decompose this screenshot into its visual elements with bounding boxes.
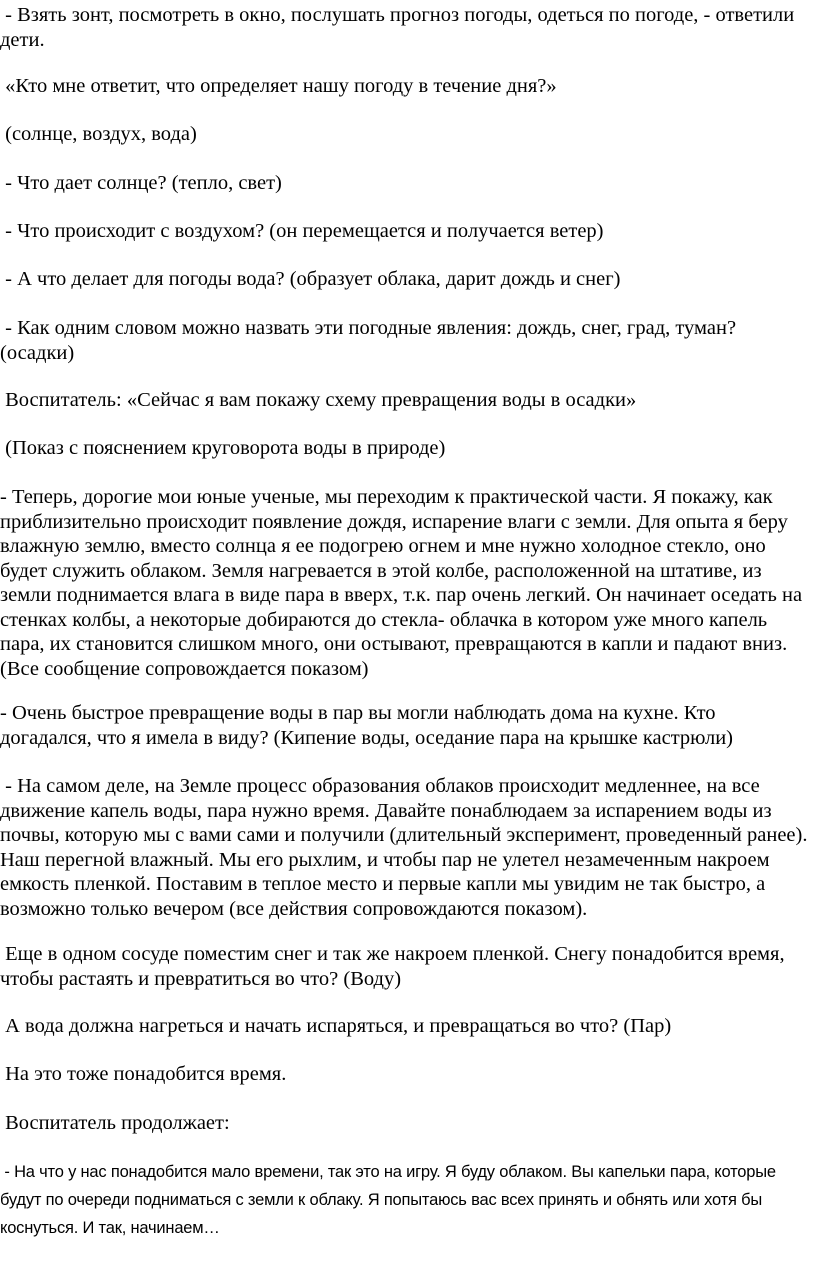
paragraph-water: - А что делает для погоды вода? (образует облака, дарит дождь и снег) (0, 268, 621, 290)
paragraph-teacher-scheme: Воспитатель: «Сейчас я вам покажу схему превращения воды в осадки» (0, 389, 637, 411)
paragraph-sun-gives: - Что дает солнце? (тепло, свет) (0, 172, 282, 194)
paragraph-answer-children: - Взять зонт, посмотреть в окно, послушать прогноз погоды, одеться по погоде, - ответили дети. (0, 4, 800, 51)
paragraph-practical-part: - Теперь, дорогие мои юные ученые, мы переходим к практической части. Я покажу, как приблизительно происходит появление дождя, испарение влаги с земли. Для опыта я беру влажную землю, вместо солнца я ее подогрею огнем и мне нужно холодное стекло, оно будет служить облаком. Земля нагревается в этой колбе, расположенной на штативе, из земли поднимается влага в виде пара в вверх, т.к. пар очень легкий. Он начинает оседать на стенках колбы, а некоторые добираются до стекла- облачка в котором уже много капель пара, их становится слишком много, они остывают, превращаются в капли и падают вниз. (Все сообщение сопровождается показом) (0, 486, 808, 680)
paragraph-game: - На что у нас понадобится мало времени, так это на игру. Я буду облаком. Вы капельки пара, которые будут по очереди подниматься с земли к облаку. Я попытаюсь вас всех принять и обнять или хотя бы коснуться. И так, начинаем… (0, 1163, 781, 1237)
paragraph-water-cycle-show: (Показ с пояснением круговорота воды в природе) (0, 437, 446, 459)
paragraph-teacher-continues: Воспитатель продолжает: (0, 1112, 230, 1134)
paragraph-evaporation: А вода должна нагреться и начать испаряться, и превращаться во что? (Пар) (0, 1015, 672, 1037)
paragraph-question-weather: «Кто мне ответит, что определяет нашу погоду в течение дня?» (0, 75, 557, 97)
paragraph-precipitation: - Как одним словом можно назвать эти погодные явления: дождь, снег, град, туман? (осадки) (0, 317, 742, 364)
paragraph-earth-clouds: - На самом деле, на Земле процесс образования облаков происходит медленнее, на все движение капель воды, пара нужно время. Давайте понаблюдаем за испарением воды из почвы, которую мы с вами сами и получили (длительный эксперимент, проведенный ранее). Наш перегной влажный. Мы его рыхлим, и чтобы пар не улетел незамеченным накроем емкость пленкой. Поставим в теплое место и первые капли мы увидим не так быстро, а возможно только вечером (все действия сопровождаются показом). (0, 775, 813, 920)
paragraph-air: - Что происходит с воздухом? (он перемещается и получается ветер) (0, 220, 604, 242)
paragraph-sun-air-water: (солнце, воздух, вода) (0, 123, 197, 145)
paragraph-time-needed: На это тоже понадобится время. (0, 1063, 287, 1085)
paragraph-kitchen: - Очень быстрое превращение воды в пар вы могли наблюдать дома на кухне. Кто догадался, что я имела в виду? (Кипение воды, оседание пара на крышке кастрюли) (0, 702, 733, 749)
paragraph-snow: Еще в одном сосуде поместим снег и так же накроем пленкой. Снегу понадобится время, чтобы растаять и превратиться во что? (Воду) (0, 943, 790, 990)
